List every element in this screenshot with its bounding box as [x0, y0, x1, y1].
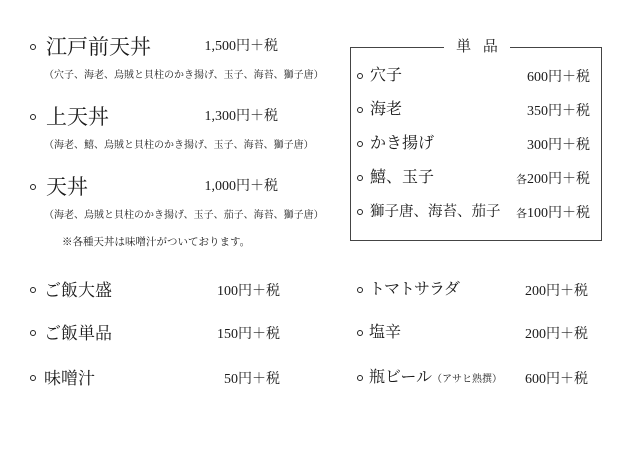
a-la-carte-item-name: 鱚、玉子 — [370, 169, 435, 186]
side-item-name: 瓶ビール — [369, 369, 433, 386]
a-la-carte-item-price — [516, 207, 590, 221]
dish-price: 1,300円＋税 — [204, 109, 278, 124]
bullet-icon — [357, 107, 363, 113]
side-item — [369, 370, 502, 386]
dish-price: 1,500円＋税 — [204, 39, 278, 54]
side-item-name: ご飯大盛 — [44, 281, 112, 300]
bullet-icon — [357, 141, 363, 147]
side-item-name: 味噌汁 — [44, 369, 95, 388]
bullet-icon — [357, 175, 363, 181]
side-item-price: 600円＋税 — [525, 372, 588, 387]
a-la-carte-item-price: 300円＋税 — [527, 138, 590, 153]
each-prefix: 各 — [516, 208, 527, 220]
bullet-icon — [30, 330, 36, 336]
bullet-icon — [357, 330, 363, 336]
a-la-carte-item-name: 穴子 — [370, 67, 403, 84]
a-la-carte-item-price: 600円＋税 — [527, 70, 590, 85]
bullet-icon — [30, 44, 36, 50]
bullet-icon — [357, 209, 363, 215]
a-la-carte-item-price: 350円＋税 — [527, 104, 590, 119]
side-item-price: 50円＋税 — [224, 372, 280, 387]
side-item-price: 200円＋税 — [525, 284, 588, 299]
side-item-name: ご飯単品 — [44, 324, 112, 343]
side-item-price: 100円＋税 — [217, 284, 280, 299]
price-value: 200円＋税 — [527, 172, 590, 187]
a-la-carte-item-name: 獅子唐、海苔、茄子 — [370, 204, 501, 220]
bullet-icon — [357, 73, 363, 79]
a-la-carte-title: 単 品 — [444, 39, 510, 55]
dish-contents: （穴子、海老、烏賊と貝柱のかき揚げ、玉子、海苔、獅子唐） — [44, 70, 324, 81]
dish-contents: （海老、烏賊と貝柱のかき揚げ、玉子、茄子、海苔、獅子唐） — [44, 210, 324, 221]
bullet-icon — [30, 114, 36, 120]
side-item-name: トマトサラダ — [369, 281, 459, 298]
dish-contents: （海老、鱚、烏賊と貝柱のかき揚げ、玉子、海苔、獅子唐） — [44, 140, 314, 151]
side-item-brand-note: （アサヒ熟撰） — [432, 374, 503, 385]
miso-soup-note: ※各種天丼は味噌汁がついております。 — [62, 237, 251, 248]
a-la-carte-item-price — [516, 173, 590, 187]
a-la-carte-item-name: かき揚げ — [370, 135, 435, 152]
bullet-icon — [30, 287, 36, 293]
each-prefix: 各 — [516, 174, 527, 186]
dish-name: 上天丼 — [46, 105, 109, 129]
bullet-icon — [357, 375, 363, 381]
side-item-price: 200円＋税 — [525, 327, 588, 342]
bullet-icon — [30, 184, 36, 190]
bullet-icon — [357, 287, 363, 293]
side-item-price: 150円＋税 — [217, 327, 280, 342]
price-value: 100円＋税 — [527, 206, 590, 221]
dish-name: 江戸前天丼 — [46, 35, 151, 59]
a-la-carte-item-name: 海老 — [370, 101, 403, 118]
dish-name: 天丼 — [46, 175, 88, 199]
dish-price: 1,000円＋税 — [204, 179, 278, 194]
side-item-name: 塩辛 — [369, 324, 402, 341]
bullet-icon — [30, 375, 36, 381]
